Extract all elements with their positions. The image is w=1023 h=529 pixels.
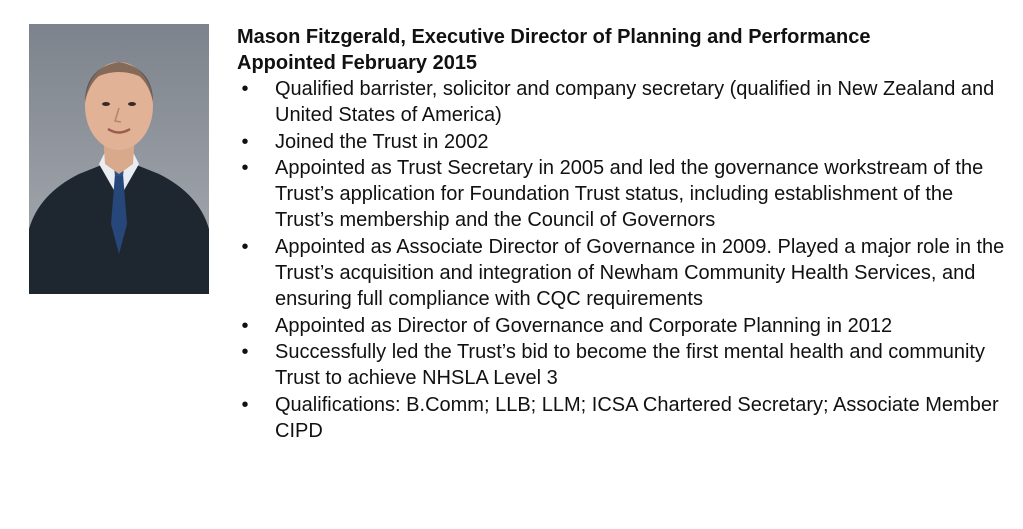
bullet-icon: • <box>241 156 249 179</box>
list-item <box>237 155 1007 234</box>
list-item <box>237 129 1007 155</box>
bio-text <box>237 24 1007 444</box>
bullet-icon: • <box>241 314 249 337</box>
appointment-date: Appointed February 2015 <box>237 52 478 74</box>
portrait-photo <box>29 24 209 294</box>
list-item-text: Joined the Trust in 2002 <box>275 130 489 153</box>
list-item <box>237 76 1007 129</box>
list-item <box>237 234 1007 313</box>
list-item-text: Qualified barrister, solicitor and company secretary (qualified in New Zealand and United States of America) <box>275 78 995 127</box>
list-item <box>237 392 1007 445</box>
bio-bullet-list <box>237 76 1007 444</box>
bullet-icon: • <box>241 130 249 153</box>
list-item-text: Appointed as Trust Secretary in 2005 and led the governance workstream of the Trust’s application for Foundation Trust status, including establishment of the Trust’s membership and the Council of Governors <box>275 156 984 232</box>
list-item-text: Qualifications: B.Comm; LLB; LLM; ICSA Chartered Secretary; Associate Member CIPD <box>275 393 999 442</box>
bullet-icon: • <box>241 235 249 258</box>
bullet-icon: • <box>241 78 249 100</box>
list-item-text: Appointed as Director of Governance and Corporate Planning in 2012 <box>275 314 893 337</box>
list-item-text: Successfully led the Trust’s bid to become the first mental health and community Trust to achieve NHSLA Level 3 <box>275 340 985 390</box>
list-item-text: Appointed as Associate Director of Governance in 2009. Played a major role in the Trust’s acquisition and integration of Newham Community Health Services, and ensuring full compliance with CQC requirements <box>275 235 1005 311</box>
person-name-title: Mason Fitzgerald, Executive Director of Planning and Performance <box>237 26 871 48</box>
list-item <box>237 339 1007 392</box>
bullet-icon: • <box>241 340 249 363</box>
bullet-icon: • <box>241 393 249 416</box>
list-item <box>237 313 1007 339</box>
